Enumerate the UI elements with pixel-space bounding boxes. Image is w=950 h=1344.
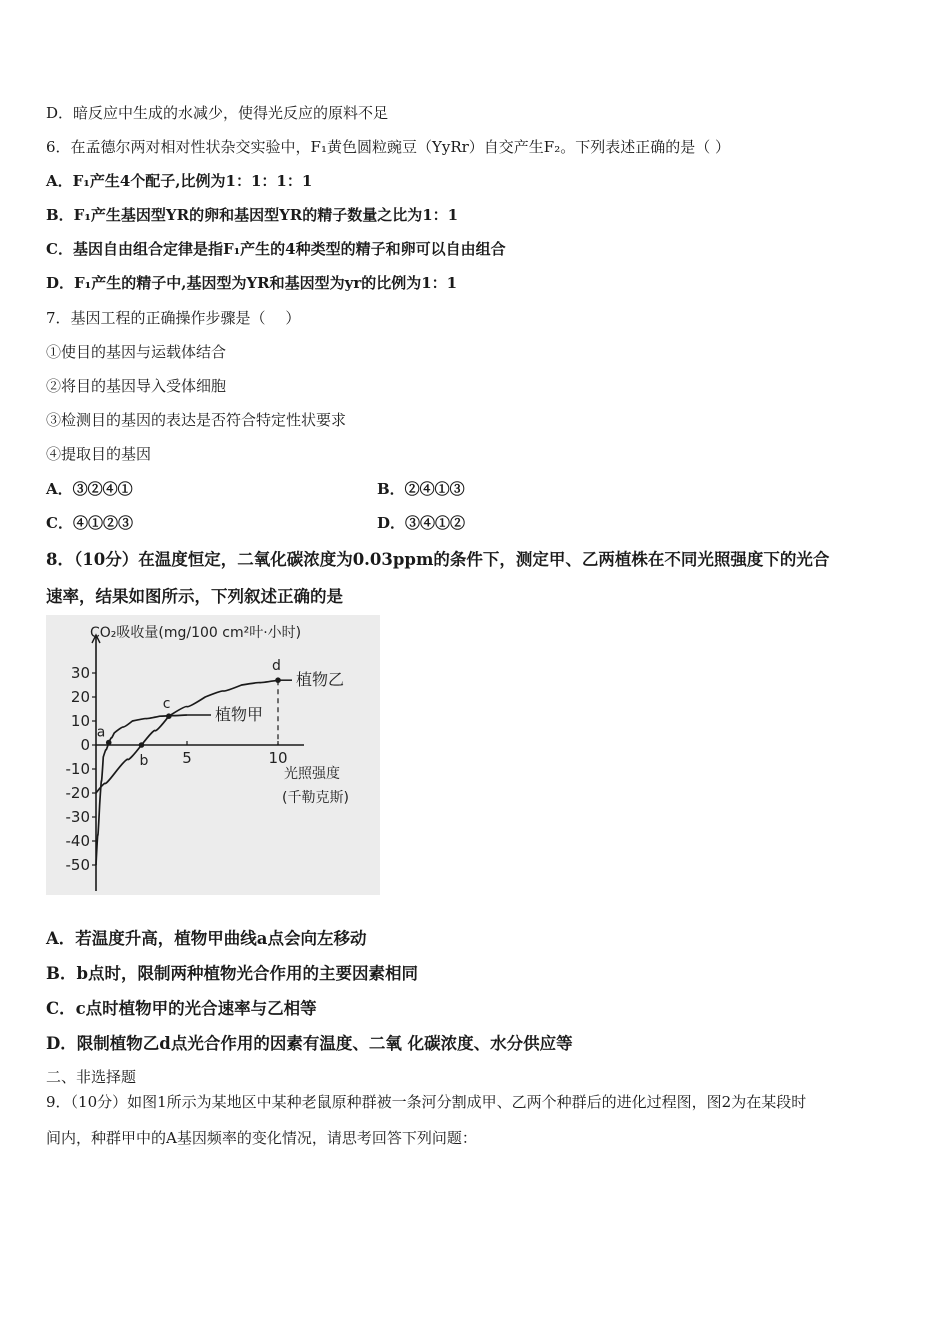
q6-option-c: C．基因自由组合定律是指F₁产生的4种类型的精子和卵可以自由组合	[46, 240, 506, 258]
q7-option-c: C．④①②③	[46, 514, 133, 532]
prev-option-d: D．暗反应中生成的水减少，使得光反应的原料不足	[46, 104, 389, 122]
question-9-stem-line2: 间内，种群甲中的A基因频率的变化情况，请思考回答下列问题：	[46, 1129, 477, 1147]
q8-option-d: D．限制植物乙d点光合作用的因素有温度、二氧 化碳浓度、水分供应等	[46, 1034, 573, 1053]
q6-option-d: D．F₁产生的精子中,基因型为YR和基因型为yr的比例为1：1	[46, 274, 458, 292]
point-label-b: b	[139, 753, 149, 769]
photosynthesis-chart	[46, 615, 380, 895]
q6-option-b: B．F₁产生基因型YR的卵和基因型YR的精子数量之比为1：1	[46, 206, 459, 224]
q8-option-b: B．b点时，限制两种植物光合作用的主要因素相同	[46, 964, 418, 983]
point-label-c: c	[162, 696, 171, 713]
x-tick-label: 5	[182, 749, 192, 767]
q7-step-4: ④提取目的基因	[46, 445, 152, 463]
series-label: 植物甲	[215, 705, 264, 724]
series-label: 植物乙	[296, 670, 345, 690]
question-8-stem-line2: 速率，结果如图所示，下列叙述正确的是	[46, 587, 343, 606]
y-tick-label: 30	[70, 664, 90, 682]
point-a	[106, 740, 112, 746]
chart-ylabel: CO₂吸收量(mg/100 cm²叶·小时)	[90, 625, 302, 641]
point-c	[166, 713, 172, 719]
q7-step-2: ②将目的基因导入受体细胞	[46, 377, 227, 395]
y-tick-label: -20	[65, 784, 90, 802]
x-tick-label: 10	[268, 749, 288, 767]
q6-option-a: A．F₁产生4个配子,比例为1：1：1：1	[46, 172, 313, 190]
chart-xlabel-unit: (千勒克斯)	[282, 790, 349, 806]
chart-svg	[46, 615, 380, 895]
q7-option-a: A．③②④①	[46, 480, 133, 498]
question-8-stem-line1: 8．（10分）在温度恒定，二氧化碳浓度为0.03ppm的条件下，测定甲、乙两植株在不同光照强度下的光合	[46, 550, 830, 569]
y-tick-label: 10	[70, 712, 90, 730]
q8-option-a: A．若温度升高，植物甲曲线a点会向左移动	[46, 929, 367, 948]
section-heading: 二、非选择题	[46, 1068, 137, 1086]
y-tick-label: -30	[65, 808, 90, 826]
point-d	[275, 677, 281, 683]
y-tick-label: 20	[70, 688, 90, 706]
q7-step-3: ③检测目的基因的表达是否符合特定性状要求	[46, 411, 347, 429]
q7-option-d: D．③④①②	[377, 514, 466, 532]
y-tick-label: 0	[80, 736, 90, 754]
point-label-a: a	[96, 724, 106, 741]
q7-step-1: ①使目的基因与运载体结合	[46, 343, 227, 361]
question-6-stem: 6．在孟德尔两对相对性状杂交实验中，F₁黄色圆粒豌豆（YyRr）自交产生F₂。下列表述正确的是（ ）	[46, 138, 730, 156]
question-9-stem-line1: 9．（10分）如图1所示为某地区中某种老鼠原种群被一条河分割成甲、乙两个种群后的进化过程图，图2为在某段时	[46, 1093, 807, 1111]
point-b	[139, 742, 145, 748]
q7-option-b: B．②④①③	[377, 480, 465, 498]
question-7-stem: 7．基因工程的正确操作步骤是（ ）	[46, 309, 301, 327]
series-line-plant-jia	[96, 715, 187, 865]
q8-option-c: C．c点时植物甲的光合速率与乙相等	[46, 999, 317, 1018]
point-label-d: d	[272, 658, 281, 675]
series-line-plant-yi	[96, 680, 278, 793]
y-tick-label: -50	[65, 856, 90, 874]
y-tick-label: -40	[65, 832, 90, 850]
y-tick-label: -10	[65, 760, 90, 778]
chart-xlabel: 光照强度	[284, 766, 340, 782]
